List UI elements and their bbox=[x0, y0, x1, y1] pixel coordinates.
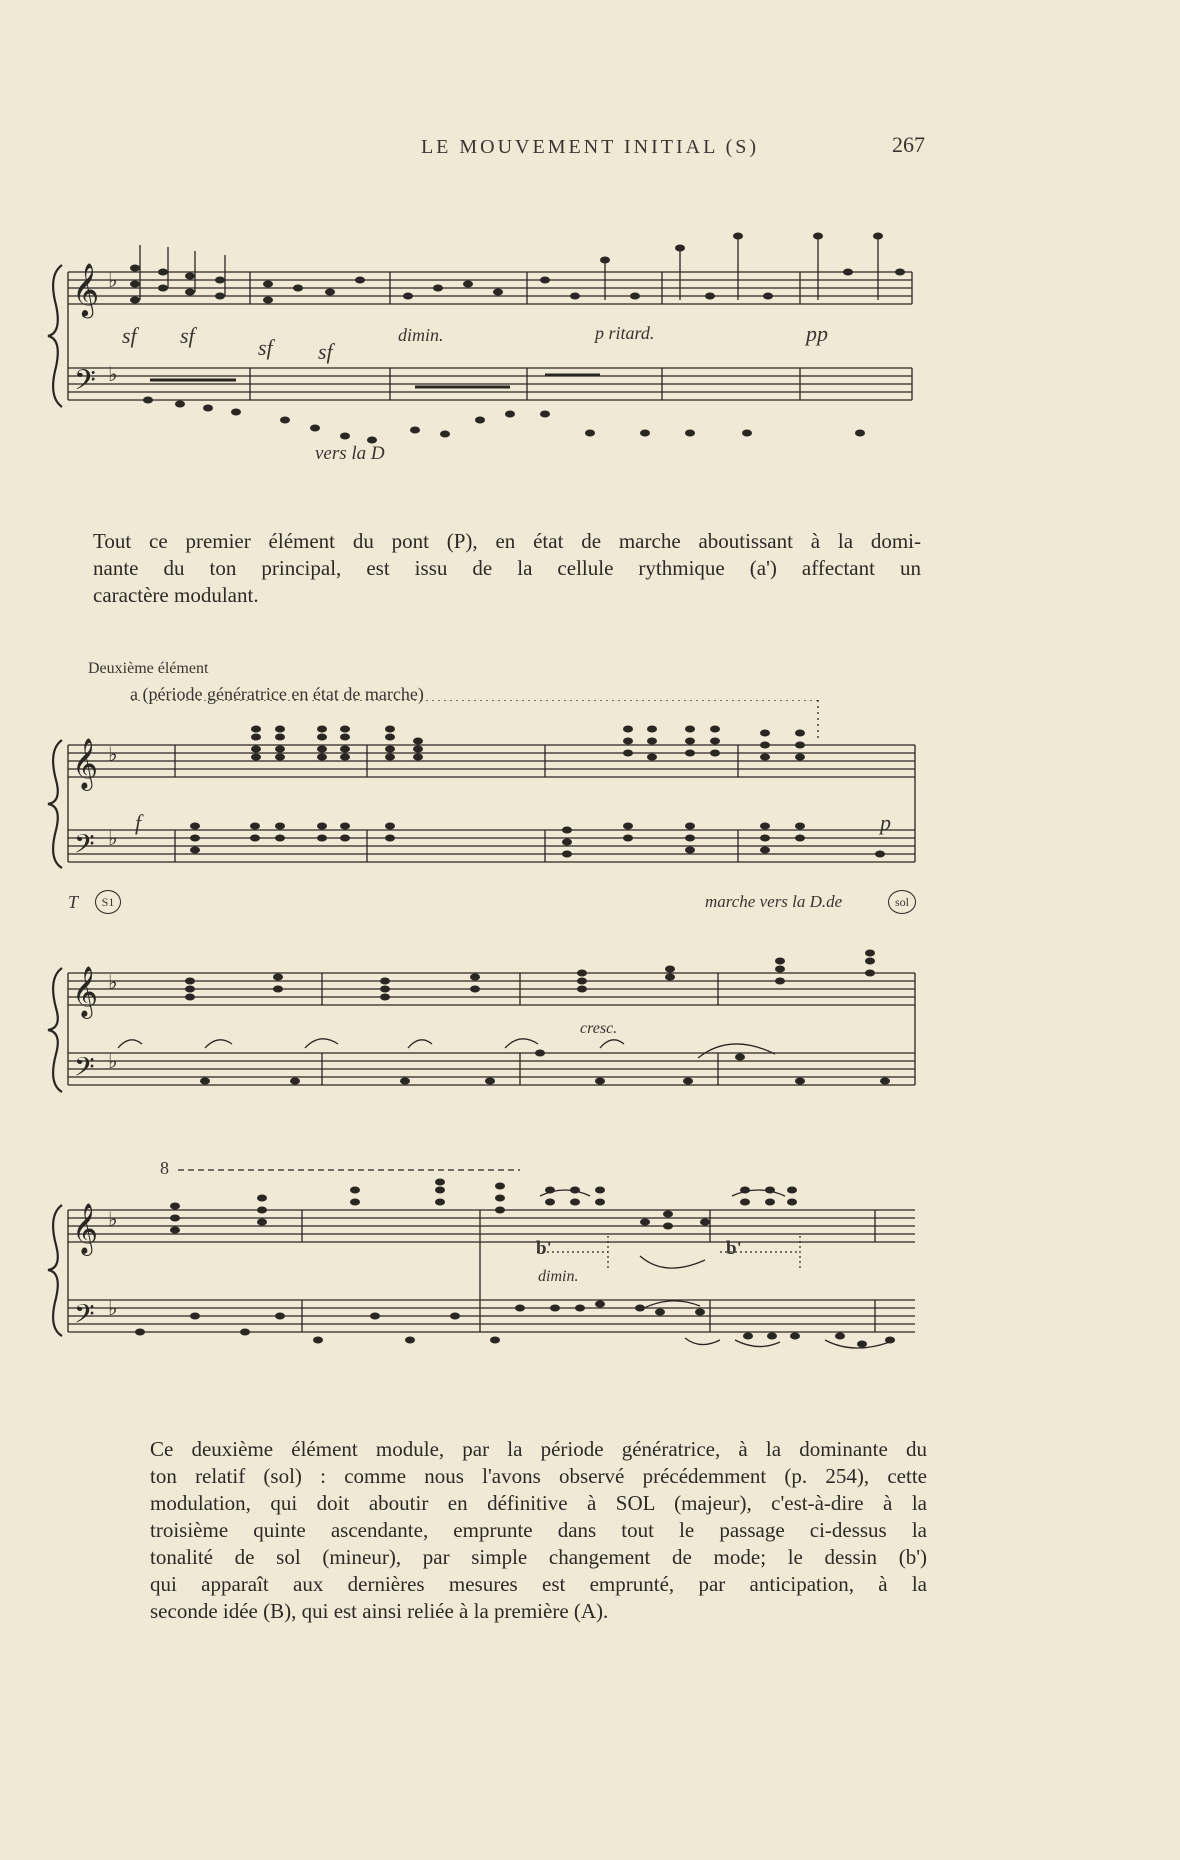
dynamic-pp: pp bbox=[806, 321, 828, 346]
score-system-4 bbox=[0, 1160, 1180, 1360]
paragraph-2-line-3: modulation, qui doit aboutir en définitive à SOL (majeur), c'est-à-dire à la bbox=[150, 1491, 927, 1515]
svg-text:𝄞: 𝄞 bbox=[72, 738, 99, 789]
svg-text:♭: ♭ bbox=[108, 1298, 118, 1320]
svg-text:𝄢: 𝄢 bbox=[74, 364, 96, 404]
music-example-4 bbox=[0, 1160, 1180, 1360]
svg-text:𝄢: 𝄢 bbox=[74, 1298, 95, 1336]
svg-text:♭: ♭ bbox=[108, 828, 118, 850]
paragraph-2-line-6: qui apparaît aux dernières mesures est emprunté, par anticipation, à la bbox=[150, 1572, 927, 1596]
example4-notes bbox=[135, 1179, 895, 1348]
paragraph-2-line-1: Ce deuxième élément module, par la période génératrice, à la dominante du bbox=[150, 1437, 927, 1461]
music-example-2 bbox=[0, 700, 1180, 930]
example3-notes bbox=[185, 950, 890, 1085]
running-head: LE MOUVEMENT INITIAL (S) bbox=[420, 136, 760, 158]
score-system-1 bbox=[0, 215, 1180, 475]
dynamic-cresc: cresc. bbox=[580, 1020, 618, 1037]
paragraph-2-line-5: tonalité de sol (mineur), par simple changement de mode; le dessin (b') bbox=[150, 1545, 927, 1569]
svg-text:♭: ♭ bbox=[108, 364, 118, 386]
paragraph-1-line-2: nante du ton principal, est issu de la cellule rythmique (a') affectant un bbox=[93, 556, 921, 580]
left-mark-t: T bbox=[68, 892, 79, 912]
section-label-deuxieme-element: Deuxième élément bbox=[88, 660, 209, 677]
paragraph-2-line-4: troisième quinte ascendante, emprunte dans tout le passage ci-dessus la bbox=[150, 1518, 927, 1542]
paragraph-2-line-7: seconde idée (B), qui est ainsi reliée à la première (A). bbox=[150, 1599, 609, 1623]
dynamic-sf-4: sf bbox=[318, 339, 333, 364]
svg-text:♭: ♭ bbox=[108, 972, 118, 994]
treble-notes bbox=[130, 233, 905, 304]
dynamic-sf-1: sf bbox=[122, 323, 137, 348]
dynamic-sf-3: sf bbox=[258, 335, 273, 360]
dynamic-dimin: dimin. bbox=[398, 325, 444, 345]
svg-text:𝄞: 𝄞 bbox=[72, 262, 100, 316]
score-system-3 bbox=[0, 948, 1180, 1128]
paragraph-1-line-1: Tout ce premier élément du pont (P), en état de marche aboutissant à la domi- bbox=[93, 529, 921, 553]
circled-sol: sol bbox=[888, 890, 916, 914]
motif-label-b-prime-2: b' bbox=[726, 1238, 742, 1259]
bass-notes bbox=[143, 397, 865, 444]
dynamic-f: f bbox=[135, 810, 142, 835]
dynamic-ritard: p ritard. bbox=[595, 323, 655, 343]
dynamic-p: p bbox=[880, 810, 891, 835]
page-number: 267 bbox=[892, 132, 925, 157]
octave-mark: 8 bbox=[160, 1158, 169, 1178]
dynamic-sf-2: sf bbox=[180, 323, 195, 348]
svg-text:♭: ♭ bbox=[108, 270, 118, 292]
paragraph-2 bbox=[150, 1436, 927, 1625]
caption-vers-la-d: vers la D bbox=[315, 443, 385, 464]
bracket-label: a (période génératrice en état de marche) bbox=[130, 684, 424, 704]
bass-staff bbox=[68, 368, 912, 400]
dynamic-dimin-2: dimin. bbox=[538, 1268, 579, 1285]
music-example-1 bbox=[0, 215, 1180, 475]
paragraph-2-line-2: ton relatif (sol) : comme nous l'avons observé précédemment (p. 254), cette bbox=[150, 1464, 927, 1488]
paragraph-1-line-3: caractère modulant. bbox=[93, 583, 259, 607]
svg-text:♭: ♭ bbox=[108, 744, 118, 766]
svg-text:𝄢: 𝄢 bbox=[74, 1051, 95, 1089]
paragraph-1 bbox=[93, 528, 921, 609]
caption-marche-vers-la-d: marche vers la D.de bbox=[705, 892, 843, 911]
svg-text:♭: ♭ bbox=[108, 1051, 118, 1073]
svg-text:𝄞: 𝄞 bbox=[72, 966, 99, 1017]
motif-label-b-prime-1: b' bbox=[536, 1238, 552, 1259]
svg-text:𝄞: 𝄞 bbox=[72, 1203, 99, 1254]
svg-text:♭: ♭ bbox=[108, 1209, 118, 1231]
svg-text:𝄢: 𝄢 bbox=[74, 828, 95, 866]
music-example-3 bbox=[0, 948, 1180, 1128]
score-system-2 bbox=[0, 700, 1180, 930]
circled-s1: S1 bbox=[95, 890, 121, 914]
